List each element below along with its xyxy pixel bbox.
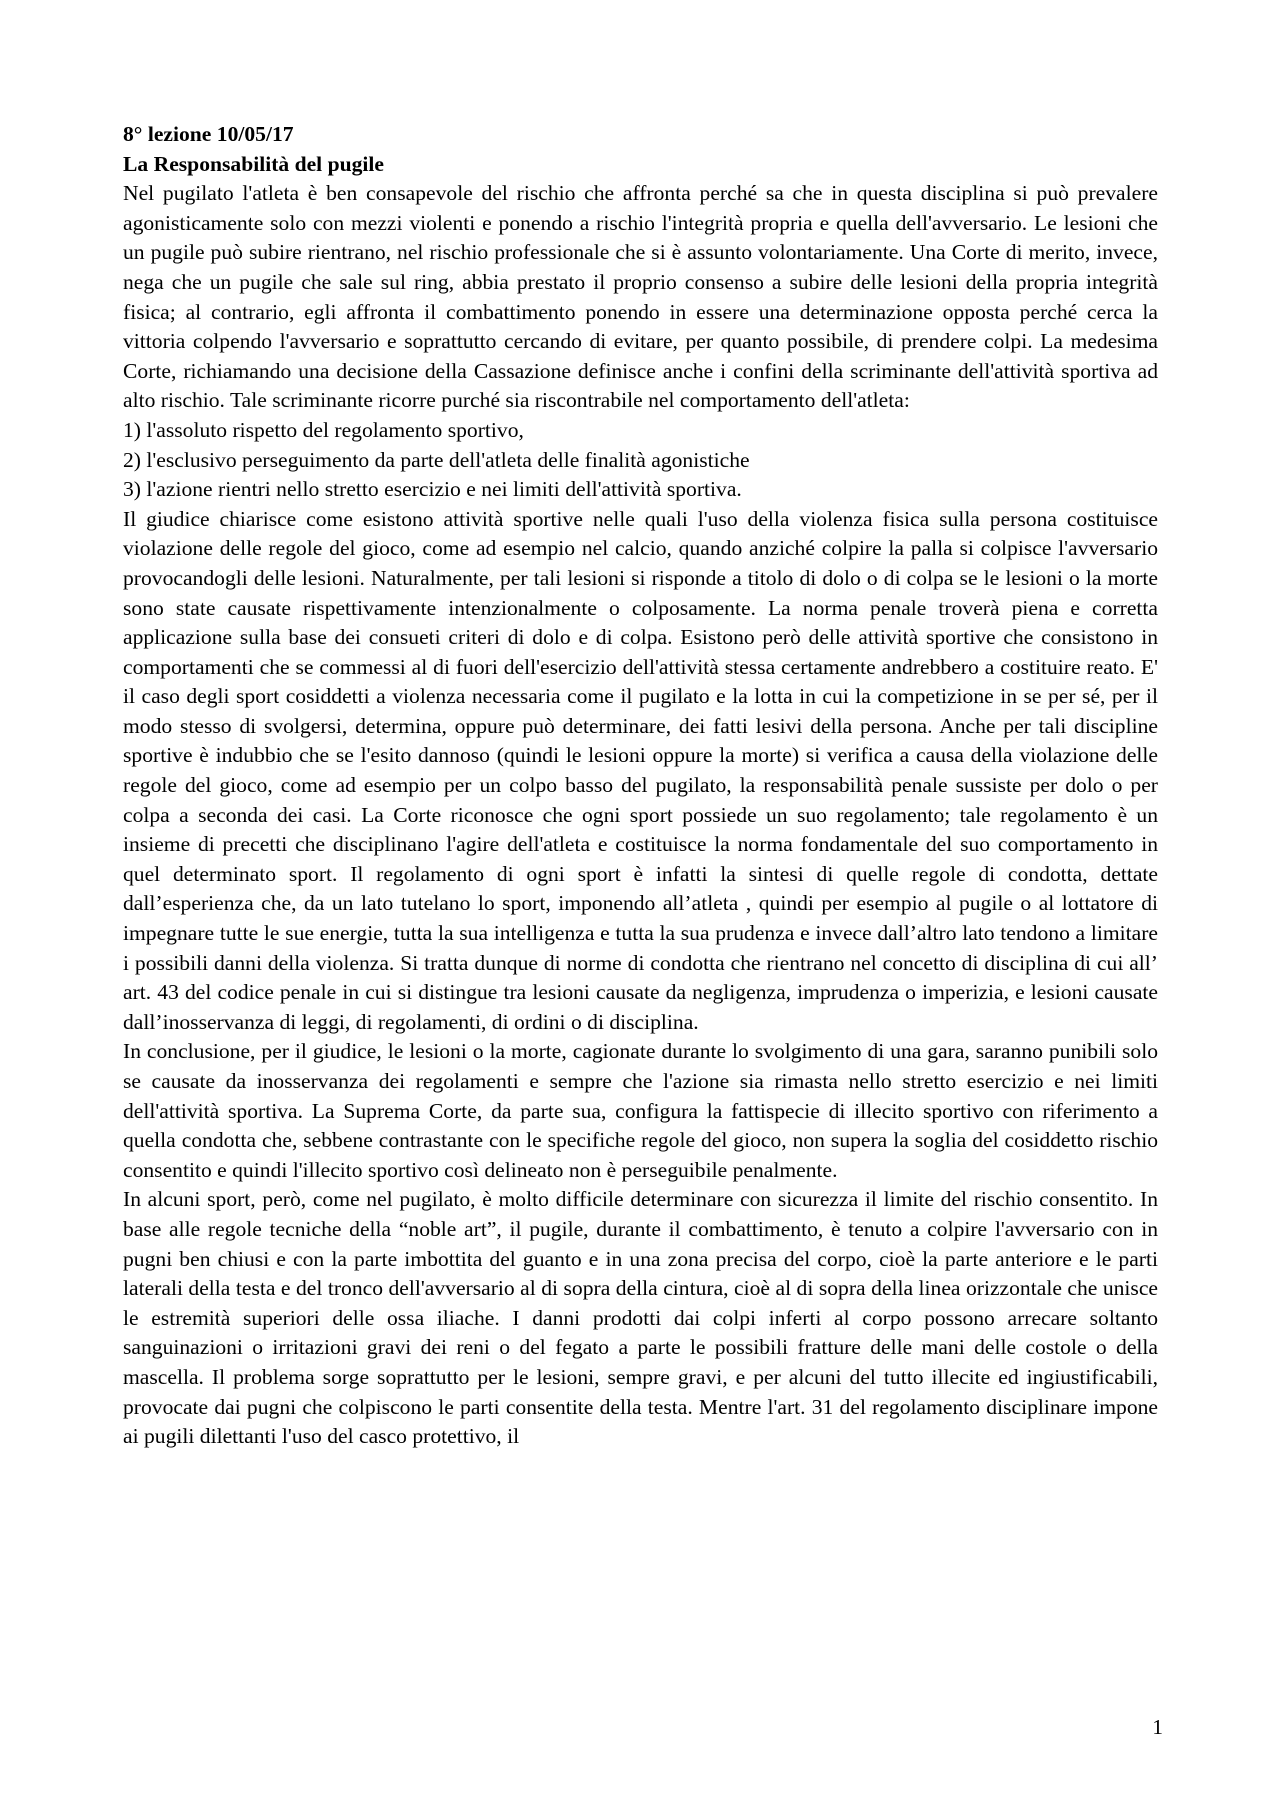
paragraph-intro: Nel pugilato l'atleta è ben consapevole del rischio che affronta perché sa che in questa disciplina si può prevalere agonisticamente solo con mezzi violenti e ponendo a rischio l'integrità propria e quella dell'avversario. Le lesioni che un pugile può subire rientrano, nel rischio professionale che si è assunto volontariamente. Una Corte di merito, invece, nega che un pugile che sale sul ring, abbia prestato il proprio consenso a subire delle lesioni della propria integrità fisica; al contrario, egli affronta il combattimento ponendo in essere una determinazione opposta perché cerca la vittoria colpendo l'avversario e soprattutto cercando di evitare, per quanto possibile, di prendere colpi. La medesima Corte, richiamando una decisione della Cassazione definisce anche i confini della scriminante dell'attività sportiva ad alto rischio. Tale scriminante ricorre purché sia riscontrabile nel comportamento dell'atleta:: [123, 181, 1158, 413]
list-item-2: 2) l'esclusivo perseguimento da parte dell'atleta delle finalità agonistiche: [123, 447, 750, 472]
page-number: 1: [1152, 1715, 1163, 1739]
list-item-1: 1) l'assoluto rispetto del regolamento sportivo,: [123, 417, 524, 442]
document-title: La Responsabilità del pugile: [123, 151, 384, 176]
list-item-3: 3) l'azione rientri nello stretto esercizio e nei limiti dell'attività sportiva.: [123, 477, 742, 502]
document-page: [123, 120, 1158, 1452]
lesson-heading: 8° lezione 10/05/17: [123, 122, 294, 146]
paragraph-judge: Il giudice chiarisce come esistono attività sportive nelle quali l'uso della violenza fisica sulla persona costituisce violazione delle regole del gioco, come ad esempio nel calcio, quando anziché colpire la palla si colpisce l'avversario provocandogli delle lesioni. Naturalmente, per tali lesioni si risponde a titolo di dolo o di colpa se le lesioni o la morte sono state causate rispettivamente intenzionalmente o colposamente. La norma penale troverà piena e corretta applicazione sulla base dei consueti criteri di dolo e di colpa. Esistono però delle attività sportive che consistono in comportamenti che se commessi al di fuori dell'esercizio dell'attività stessa certamente andrebbero a costituire reato. E' il caso degli sport cosiddetti a violenza necessaria come il pugilato e la lotta in cui la competizione in se per sé, per il modo stesso di svolgersi, determina, oppure può determinare, dei fatti lesivi della persona. Anche per tali discipline sportive è indubbio che se l'esito dannoso (quindi le lesioni oppure la morte) si verifica a causa della violazione delle regole del gioco, come ad esempio per un colpo basso del pugilato, la responsabilità penale sussiste per dolo o per colpa a seconda dei casi. La Corte riconosce che ogni sport possiede un suo regolamento; tale regolamento è un insieme di precetti che disciplinano l'agire dell'atleta e costituisce la norma fondamentale del suo comportamento in quel determinato sport. Il regolamento di ogni sport è infatti la sintesi di quelle regole di condotta, dettate dall’esperienza che, da un lato tutelano lo sport, imponendo all’atleta , quindi per esempio al pugile o al lottatore di impegnare tutte le sue energie, tutta la sua intelligenza e tutta la sua prudenza e invece dall’altro lato tendono a limitare i possibili danni della violenza. Si tratta dunque di norme di condotta che rientrano nel concetto di disciplina di cui all’ art. 43 del codice penale in cui si distingue tra lesioni causate da negligenza, imprudenza o imperizia, e lesioni causate dall’inosservanza di leggi, di regolamenti, di ordini o di disciplina.: [123, 506, 1158, 1034]
paragraph-conclusion: In conclusione, per il giudice, le lesioni o la morte, cagionate durante lo svolgimento di una gara, saranno punibili solo se causate da inosservanza dei regolamenti e sempre che l'azione sia rimasta nello stretto esercizio e nei limiti dell'attività sportiva. La Suprema Corte, da parte sua, configura la fattispecie di illecito sportivo con riferimento a quella condotta che, sebbene contrastante con le specifiche regole del gioco, non supera la soglia del cosiddetto rischio consentito e quindi l'illecito sportivo così delineato non è perseguibile penalmente.: [123, 1039, 1158, 1182]
paragraph-boxing-rules: In alcuni sport, però, come nel pugilato, è molto difficile determinare con sicurezza il limite del rischio consentito. In base alle regole tecniche della “noble art”, il pugile, durante il combattimento, è tenuto a colpire l'avversario con in pugni ben chiusi e con la parte imbottita del guanto e in una zona precisa del corpo, cioè la parte anteriore e le parti laterali della testa e del tronco dell'avversario al di sopra della cintura, cioè al di sopra della linea orizzontale che unisce le estremità superiori delle ossa iliache. I danni prodotti dai colpi inferti al corpo possono arrecare soltanto sanguinazioni o irritazioni gravi dei reni o del fegato a parte le possibili fratture delle mani delle costole o della mascella. Il problema sorge soprattutto per le lesioni, sempre gravi, e per alcuni del tutto illecite ed ingiustificabili, provocate dai pugni che colpiscono le parti consentite della testa. Mentre l'art. 31 del regolamento disciplinare impone ai pugili dilettanti l'uso del casco protettivo, il: [123, 1187, 1158, 1449]
